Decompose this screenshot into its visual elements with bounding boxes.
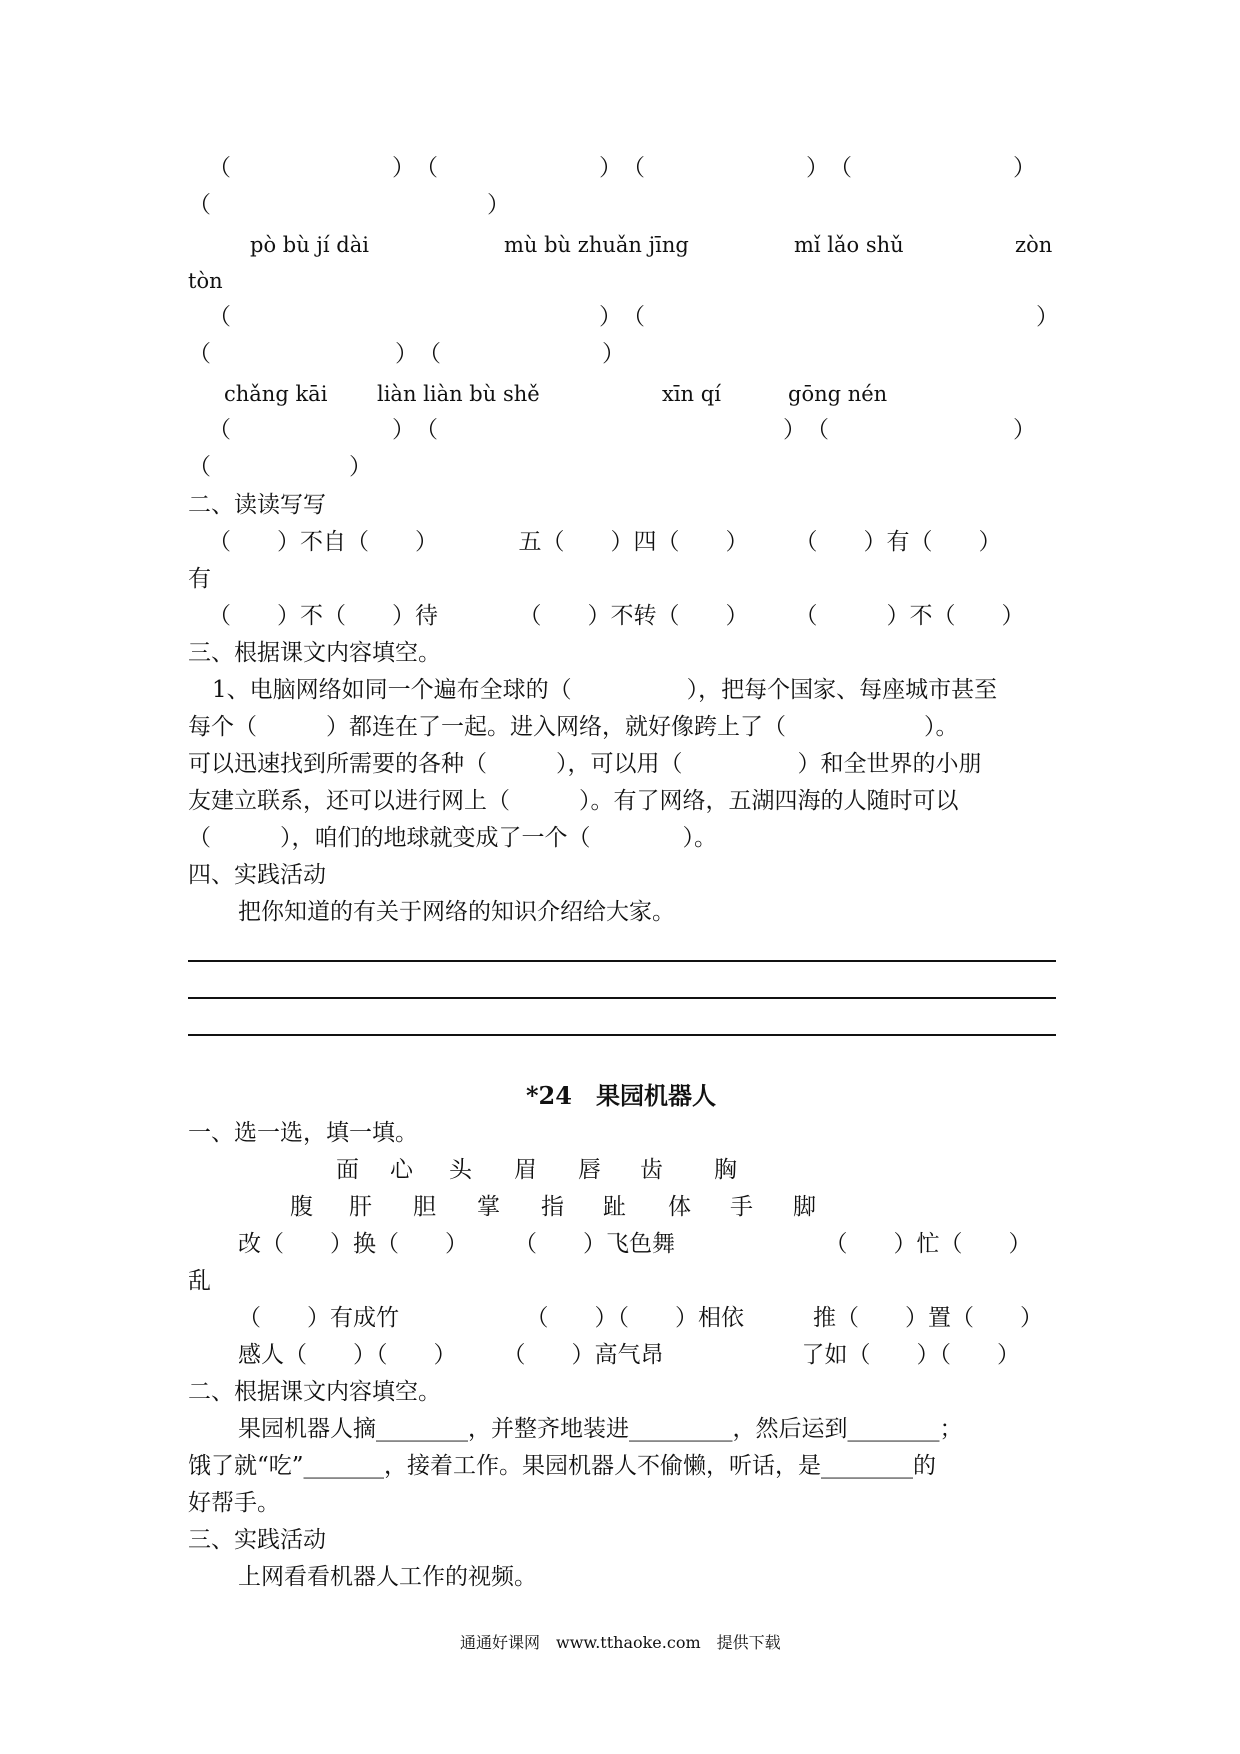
idiom-fill-line: （ ）不（ ）待 （ ）不转（ ） （ ）不（ ）: [208, 603, 1025, 629]
idiom-fill-line: 有: [188, 566, 211, 592]
pinyin-word: pò bù jí dài: [250, 233, 369, 257]
answer-blanks-row: （ ） （ ） （ ） （ ）: [208, 155, 1036, 181]
pinyin-word: liàn liàn bù shě: [377, 382, 540, 406]
cloze-line: 可以迅速找到所需要的各种（ ），可以用（ ）和全世界的小朋: [188, 751, 982, 777]
writing-line: [188, 960, 1056, 962]
idiom-fill-line: 乱: [188, 1268, 211, 1294]
section-heading: 二、根据课文内容填空。: [188, 1379, 441, 1405]
lesson-title: *24 果园机器人: [526, 1081, 716, 1110]
cloze-line: 每个（ ）都连在了一起。进入网络，就好像跨上了（ ）。: [188, 714, 959, 740]
section-heading: 四、实践活动: [188, 862, 326, 888]
char-option: 趾: [603, 1194, 626, 1220]
char-option: 眉: [514, 1157, 537, 1183]
char-option: 面: [336, 1157, 359, 1183]
pinyin-word: mǐ lǎo shǔ: [794, 233, 904, 257]
char-option: 头: [449, 1157, 472, 1183]
char-option: 胸: [714, 1157, 737, 1183]
answer-blanks-row: （ ） （ ） （ ）: [208, 417, 1036, 443]
char-option: 掌: [477, 1194, 500, 1220]
idiom-fill-line: 改（ ）换（ ） （ ）飞色舞 （ ）忙（ ）: [238, 1231, 1032, 1257]
pinyin-word: zòn: [1015, 233, 1053, 257]
page-footer: 通通好课网 www.tthaoke.com 提供下载: [460, 1633, 781, 1652]
char-option: 脚: [793, 1194, 816, 1220]
section-heading: 三、实践活动: [188, 1527, 326, 1553]
pinyin-word: mù bù zhuǎn jīng: [504, 233, 689, 257]
section-heading: 三、根据课文内容填空。: [188, 640, 441, 666]
char-option: 体: [668, 1194, 691, 1220]
pinyin-word: xīn qí: [662, 382, 721, 406]
char-option: 肝: [349, 1194, 372, 1220]
idiom-fill-line: （ ）有成竹 （ ）（ ）相依 推（ ）置（ ）: [238, 1305, 1043, 1331]
char-option: 齿: [640, 1157, 663, 1183]
char-option: 手: [730, 1194, 753, 1220]
char-option: 心: [390, 1157, 413, 1183]
cloze-line: 果园机器人摘________，并整齐地装进_________，然后运到________；: [238, 1416, 963, 1442]
cloze-line: 友建立联系，还可以进行网上（ ）。有了网络，五湖四海的人随时可以: [188, 788, 959, 814]
cloze-line: 好帮手。: [188, 1490, 280, 1516]
pinyin-word: tòn: [188, 269, 223, 293]
char-option: 胆: [413, 1194, 436, 1220]
idiom-fill-line: （ ）不自（ ） 五（ ）四（ ） （ ）有（ ）: [208, 529, 1002, 555]
answer-blanks-row: （ ） （ ）: [188, 341, 625, 367]
char-option: 唇: [578, 1157, 601, 1183]
answer-blanks-row: （ ）: [188, 192, 510, 218]
cloze-line: 1、电脑网络如同一个遍布全球的（ ），把每个国家、每座城市甚至: [212, 677, 998, 703]
cloze-line: （ ），咱们的地球就变成了一个（ ）。: [188, 825, 717, 851]
char-option: 腹: [290, 1194, 313, 1220]
char-option: 指: [541, 1194, 564, 1220]
pinyin-word: gōng nén: [788, 382, 888, 406]
answer-blanks-row: （ ）: [188, 454, 372, 480]
activity-instruction: 上网看看机器人工作的视频。: [238, 1564, 537, 1590]
section-heading: 二、读读写写: [188, 492, 326, 518]
writing-line: [188, 1034, 1056, 1036]
section-heading: 一、选一选，填一填。: [188, 1120, 418, 1146]
answer-blanks-row: （ ） （ ）: [208, 304, 1059, 330]
cloze-line: 饿了就“吃”_______，接着工作。果园机器人不偷懒，听话，是________的: [188, 1453, 937, 1479]
writing-line: [188, 997, 1056, 999]
activity-instruction: 把你知道的有关于网络的知识介绍给大家。: [238, 899, 675, 925]
pinyin-word: chǎng kāi: [224, 382, 328, 406]
idiom-fill-line: 感人（ ）（ ） （ ）高气昂 了如（ ）（ ）: [238, 1342, 1020, 1368]
